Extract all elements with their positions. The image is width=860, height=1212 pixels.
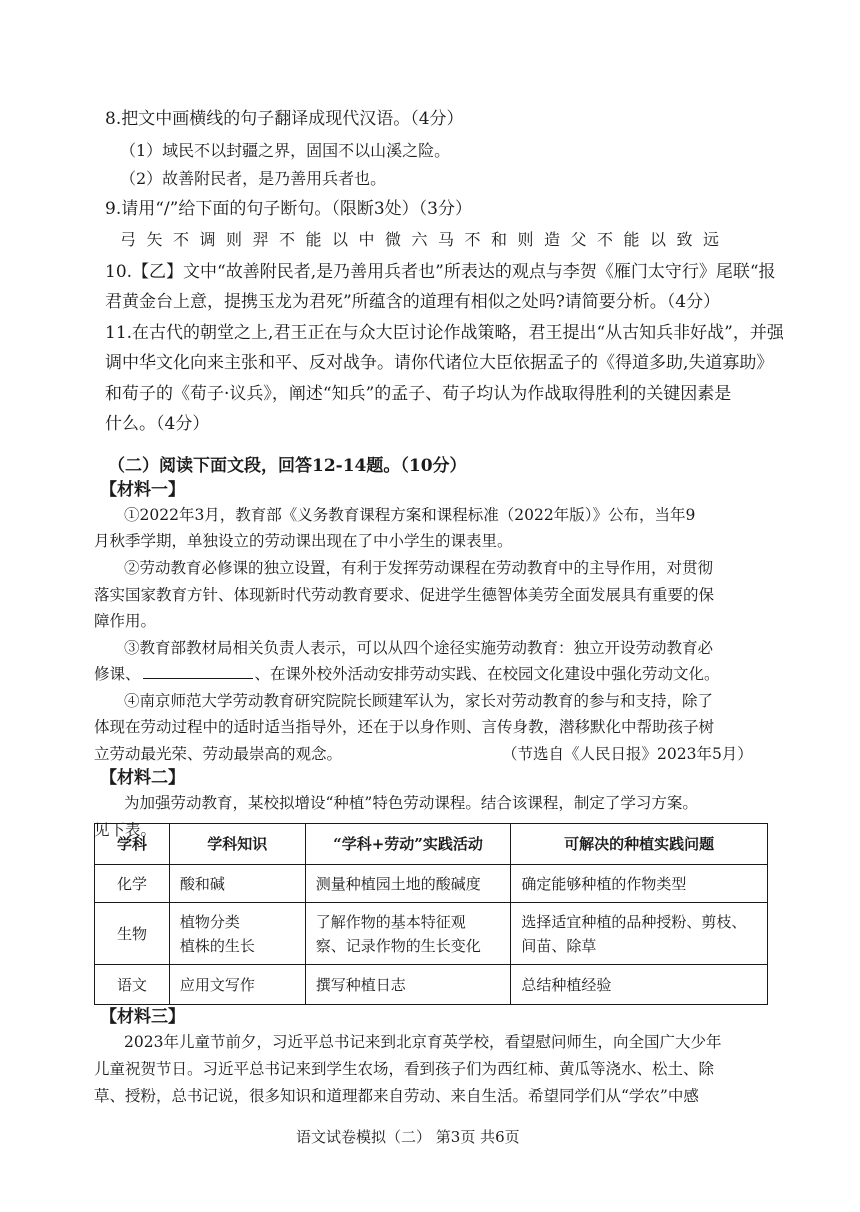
- table-cell-knowledge: [169, 903, 305, 965]
- table-row: [95, 965, 768, 1005]
- material-1-para-4-line-1: ④南京师范大学劳动教育研究院院长顾建军认为，家长对劳动教育的参与和支持，除了: [124, 692, 714, 710]
- material-2-para-line-2: 见下表。: [94, 821, 157, 839]
- question-9-sentence: 弓矢不调则羿不能以中微六马不和则造父不能以致远: [120, 230, 730, 249]
- fill-in-blank[interactable]: [143, 662, 253, 679]
- table-cell-line: 察、记录作物的生长变化: [315, 936, 481, 955]
- table-cell-line: 选择适宜种植的品种授粉、剪枝、: [521, 912, 747, 931]
- material-3-para-line-1: 2023年儿童节前夕，习近平总书记来到北京育英学校，看望慰问师生，向全国广大少年: [124, 1033, 722, 1051]
- table-cell-activity: 撰写种植日志: [305, 965, 511, 1005]
- table-row: [95, 903, 768, 965]
- material-1-para-2-line-3: 障作用。: [94, 612, 157, 630]
- material-1-para-1-line-1: ①2022年3月，教育部《义务教育课程方案和课程标准（2022年版）》公布，当年9: [124, 506, 696, 524]
- question-8: 8.把文中画横线的句子翻译成现代汉语。（4分）: [105, 109, 464, 129]
- page-footer: 语文试卷模拟（二） 第3页 共6页: [296, 1128, 520, 1146]
- table-cell-problem: 总结种植经验: [511, 965, 768, 1005]
- table-header-cell: “学科+劳动”实践活动: [305, 824, 511, 865]
- question-11-line-2: 调中华文化向来主张和平、反对战争。请你代诸位大臣依据孟子的《得道多助,失道寡助》: [105, 353, 774, 373]
- table-cell-problem: 确定能够种植的作物类型: [511, 865, 768, 903]
- material-1-para-4-line-2: 体现在劳动过程中的适时适当指导外，还在于以身作则、言传身教，潜移默化中帮助孩子树: [94, 718, 715, 736]
- table-header-row: [95, 824, 768, 865]
- material-1-label: 【材料一】: [100, 480, 185, 500]
- table-row: [95, 865, 768, 903]
- table-cell-subject: 语文: [95, 965, 170, 1005]
- table-cell-activity: [305, 903, 511, 965]
- table-cell-subject: 化学: [95, 865, 170, 903]
- material-1-source: （节选自《人民日报》2023年5月）: [502, 745, 753, 763]
- material-2-label: 【材料二】: [100, 768, 185, 788]
- table-cell-problem: [511, 903, 768, 965]
- table-cell-knowledge: 酸和碱: [169, 865, 305, 903]
- material-1-para-3-line-1: ③教育部教材局相关负责人表示，可以从四个途径实施劳动教育：独立开设劳动教育必: [124, 639, 714, 657]
- question-8-item-1: （1）域民不以封疆之界，固国不以山溪之险。: [120, 141, 451, 160]
- table-header-cell: 学科知识: [169, 824, 305, 865]
- table-cell-line: 植株的生长: [179, 936, 255, 955]
- table-cell-line: 植物分类: [179, 912, 240, 931]
- material-3-label: 【材料三】: [100, 1007, 185, 1027]
- question-10-line-2: 君黄金台上意，提携玉龙为君死”所蕴含的道理有相似之处吗?请简要分析。（4分）: [105, 292, 721, 312]
- table-cell-subject: 生物: [95, 903, 170, 965]
- material-1-para-3-suffix: 、在课外校外活动安排劳动实践、在校园文化建设中强化劳动文化。: [254, 665, 720, 683]
- question-11-line-4: 什么。（4分）: [105, 414, 210, 434]
- table-cell-line: 了解作物的基本特征观: [315, 912, 466, 931]
- material-1-para-4-line-3: 立劳动最光荣、劳动最崇高的观念。: [94, 745, 343, 763]
- material-1-para-2-line-2: 落实国家教育方针、体现新时代劳动教育要求、促进学生德智体美劳全面发展具有重要的保: [94, 586, 715, 604]
- material-1-para-1-line-2: 月秋季学期，单独设立的劳动课出现在了中小学生的课表里。: [94, 532, 513, 550]
- question-11-line-1: 11.在古代的朝堂之上,君王正在与众大臣讨论作战策略，君王提出“从古知兵非好战”，并强: [105, 323, 784, 343]
- material-3-para-line-2: 儿童祝贺节日。习近平总书记来到学生农场，看到孩子们为西红柿、黄瓜等浇水、松土、除: [94, 1060, 715, 1078]
- table-cell-line: 间苗、除草: [521, 936, 597, 955]
- section-2-heading: （二）阅读下面文段，回答12-14题。（10分）: [108, 456, 467, 476]
- study-plan-table: [94, 823, 768, 1005]
- material-3-para-line-3: 草、授粉，总书记说，很多知识和道理都来自劳动、来自生活。希望同学们从“学农”中感: [94, 1087, 699, 1105]
- question-10-line-1: 10.【乙】文中“故善附民者,是乃善用兵者也”所表达的观点与李贺《雁门太守行》尾联“报: [105, 262, 776, 282]
- material-2-para-line-1: 为加强劳动教育，某校拟增设“种植”特色劳动课程。结合该课程，制定了学习方案。: [124, 794, 698, 812]
- table-header-cell: 可解决的种植实践问题: [511, 824, 768, 865]
- question-9: 9.请用“/”给下面的句子断句。（限断3处）（3分）: [105, 199, 472, 219]
- table-cell-activity: 测量种植园土地的酸碱度: [305, 865, 511, 903]
- question-11-line-3: 和荀子的《荀子·议兵》，阐述“知兵”的孟子、荀子均认为作战取得胜利的关键因素是: [105, 384, 732, 404]
- material-1-para-3-prefix: 修课、: [94, 665, 141, 683]
- question-8-item-2: （2）故善附民者，是乃善用兵者也。: [120, 169, 387, 188]
- table-cell-knowledge: 应用文写作: [169, 965, 305, 1005]
- table-header-cell: 学科: [95, 824, 170, 865]
- material-1-para-2-line-1: ②劳动教育必修课的独立设置，有利于发挥劳动课程在劳动教育中的主导作用，对贯彻: [124, 559, 714, 577]
- material-1-para-3-line-2: [94, 661, 720, 687]
